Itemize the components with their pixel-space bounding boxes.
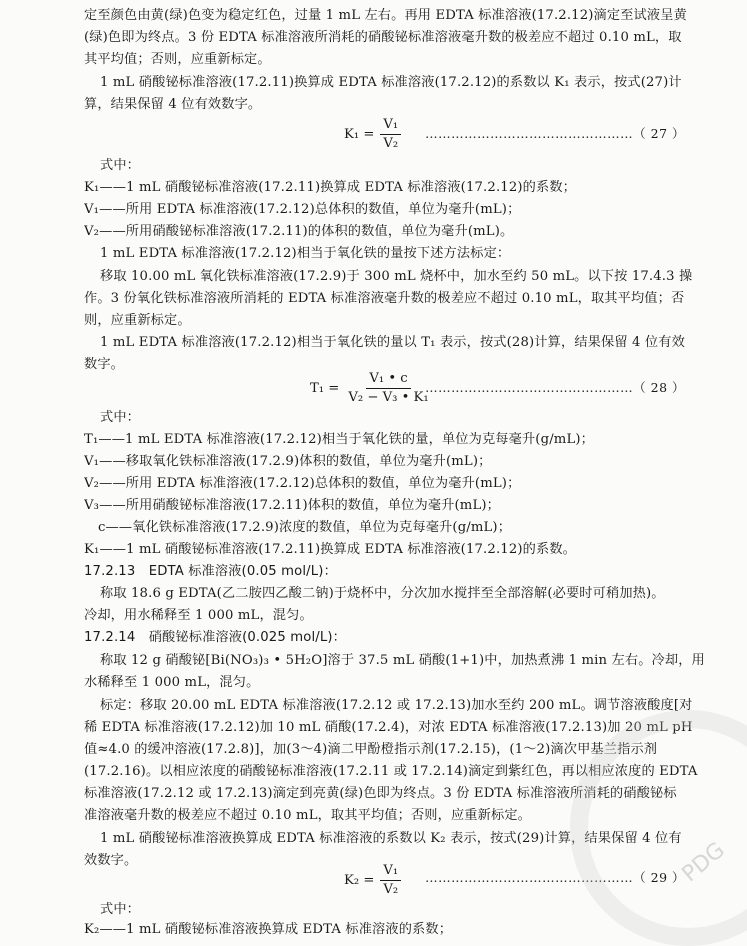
definition-line: V₁——所用 EDTA 标准溶液(17.2.12)总体积的数值，单位为毫升(mL)； [84,202,521,217]
section-heading: 17.2.14 硝酸铋标准溶液(0.025 mol/L)： [84,630,346,645]
text-line: (17.2.16)。以相应浓度的硝酸铋标准溶液(17.2.11 或 17.2.14)滴定到紫红色，再以相应浓度的 EDTA [84,764,698,779]
text-line: 准溶液毫升数的极差应不超过 0.10 mL，取其平均值；否则，应重新标定。 [84,808,531,823]
text-line: 1 mL 硝酸铋标准溶液换算成 EDTA 标准溶液的系数以 K₂ 表示，按式(29)计算，结果保留 4 位有 [100,831,682,846]
fraction [380,117,401,152]
definition-line: V₁——移取氧化铁标准溶液(17.2.9)体积的数值，单位为毫升(mL)； [84,454,492,469]
text-line: 冷却，用水稀释至 1 000 mL，混匀。 [84,608,313,623]
fraction-numerator: V₁ • c [366,371,410,389]
text-line: 标准溶液(17.2.12 或 17.2.13)滴定到亮黄(绿)色即为终点。3 份 EDTA 标准溶液所消耗的硝酸铋标 [84,786,677,801]
watermark [560,700,747,930]
fraction-numerator: V₁ [380,863,401,881]
watermark-text: PDG [677,837,730,888]
text-line: 水稀释至 1 000 mL，混匀。 [84,675,260,690]
equation-number: …………………………………………（ 27 ） [425,126,685,141]
text-line: 标定：移取 20.00 mL EDTA 标准溶液(17.2.12 或 17.2.13)加水至约 200 mL。调节溶液酸度[对 [100,698,693,713]
watermark-ring [570,710,747,946]
equation-lhs: T₁ = [310,380,340,396]
text-line: 1 mL 硝酸铋标准溶液(17.2.11)换算成 EDTA 标准溶液(17.2.12)的系数以 K₁ 表示，按式(27)计 [100,75,682,90]
fraction [380,863,401,898]
equation-number: …………………………………………（ 29 ） [425,870,685,885]
text-line: 称取 18.6 g EDTA(乙二胺四乙酸二钠)于烧杯中，分次加水搅拌至全部溶解(必要时可稍加热)。 [100,586,665,601]
equation-27 [0,114,747,154]
definition-line: c——氧化铁标准溶液(17.2.9)浓度的数值，单位为克每毫升(g/mL)； [98,520,512,535]
definition-line: T₁——1 mL EDTA 标准溶液(17.2.12)相当于氧化铁的量，单位为克每毫升(g/mL)； [84,432,594,447]
definition-line: K₂——1 mL 硝酸铋标准溶液换算成 EDTA 标准溶液的系数； [84,922,453,937]
fraction [345,371,431,406]
fraction-numerator: V₁ [380,117,401,135]
equation-lhs: K₂ = [344,872,375,888]
text-line: 数字。 [84,357,125,372]
text-line: 式中： [100,158,141,173]
text-line: 其平均值；否则，应重新标定。 [84,52,271,67]
text-line: 作。3 份氧化铁标准溶液所消耗的 EDTA 标准溶液毫升数的极差应不超过 0.10 mL，取其平均值；否 [84,291,685,306]
definition-line: V₂——所用硝酸铋标准溶液(17.2.11)的体积的数值，单位为毫升(mL)。 [84,224,514,239]
equation-28 [0,368,747,408]
text-line: 稀 EDTA 标准溶液(17.2.12)加 10 mL 硝酸(17.2.4)，对浓 EDTA 标准溶液(17.2.13)加 20 mL pH [84,720,693,735]
text-line: 则，应重新标定。 [84,313,191,328]
equation-number: …………………………………………（ 28 ） [425,380,685,395]
fraction-denominator: V₂ [383,881,399,897]
definition-line: V₂——所用 EDTA 标准溶液(17.2.12)总体积的数值，单位为毫升(mL)； [84,476,521,491]
text-line: 效数字。 [84,853,138,868]
text-line: 称取 12 g 硝酸铋[Bi(NO₃)₃ • 5H₂O]溶于 37.5 mL 硝酸(1+1)中，加热煮沸 1 min 左右。冷却，用 [100,653,705,668]
definition-line: K₁——1 mL 硝酸铋标准溶液(17.2.11)换算成 EDTA 标准溶液(17.2.12)的系数； [84,180,577,195]
text-line: 算，结果保留 4 位有效数字。 [84,97,262,112]
text-line: 式中： [100,410,141,425]
definition-line: V₃——所用硝酸铋标准溶液(17.2.11)体积的数值，单位为毫升(mL)； [84,498,500,513]
definition-line: K₁——1 mL 硝酸铋标准溶液(17.2.11)换算成 EDTA 标准溶液(17.2.12)的系数。 [84,542,577,557]
text-line: (绿)色即为终点。3 份 EDTA 标准溶液所消耗的硝酸铋标准溶液毫升数的极差应不超过 0.10 mL，取 [84,30,682,45]
section-heading: 17.2.13 EDTA 标准溶液(0.05 mol/L)： [84,564,337,579]
text-line: 定至颜色由黄(绿)色变为稳定红色，过量 1 mL 左右。再用 EDTA 标准溶液(17.2.12)滴定至试液呈黄 [84,8,687,23]
text-line: 移取 10.00 mL 氧化铁标准溶液(17.2.9)于 300 mL 烧杯中，加水至约 50 mL。以下按 17.4.3 操 [100,269,693,284]
text-line: 1 mL EDTA 标准溶液(17.2.12)相当于氧化铁的量以 T₁ 表示，按式(28)计算，结果保留 4 位有效 [100,335,685,350]
text-line: 值≈4.0 的缓冲溶液(17.2.8)]，加(3～4)滴二甲酚橙指示剂(17.2.15)，(1～2)滴次甲基兰指示剂 [84,742,658,757]
fraction-denominator: V₂ − V₃ • K₁ [348,389,429,405]
equation-lhs: K₁ = [344,126,375,142]
fraction-denominator: V₂ [383,135,399,151]
text-line: 式中： [100,902,141,917]
text-line: 1 mL EDTA 标准溶液(17.2.12)相当于氧化铁的量按下述方法标定： [100,246,511,261]
